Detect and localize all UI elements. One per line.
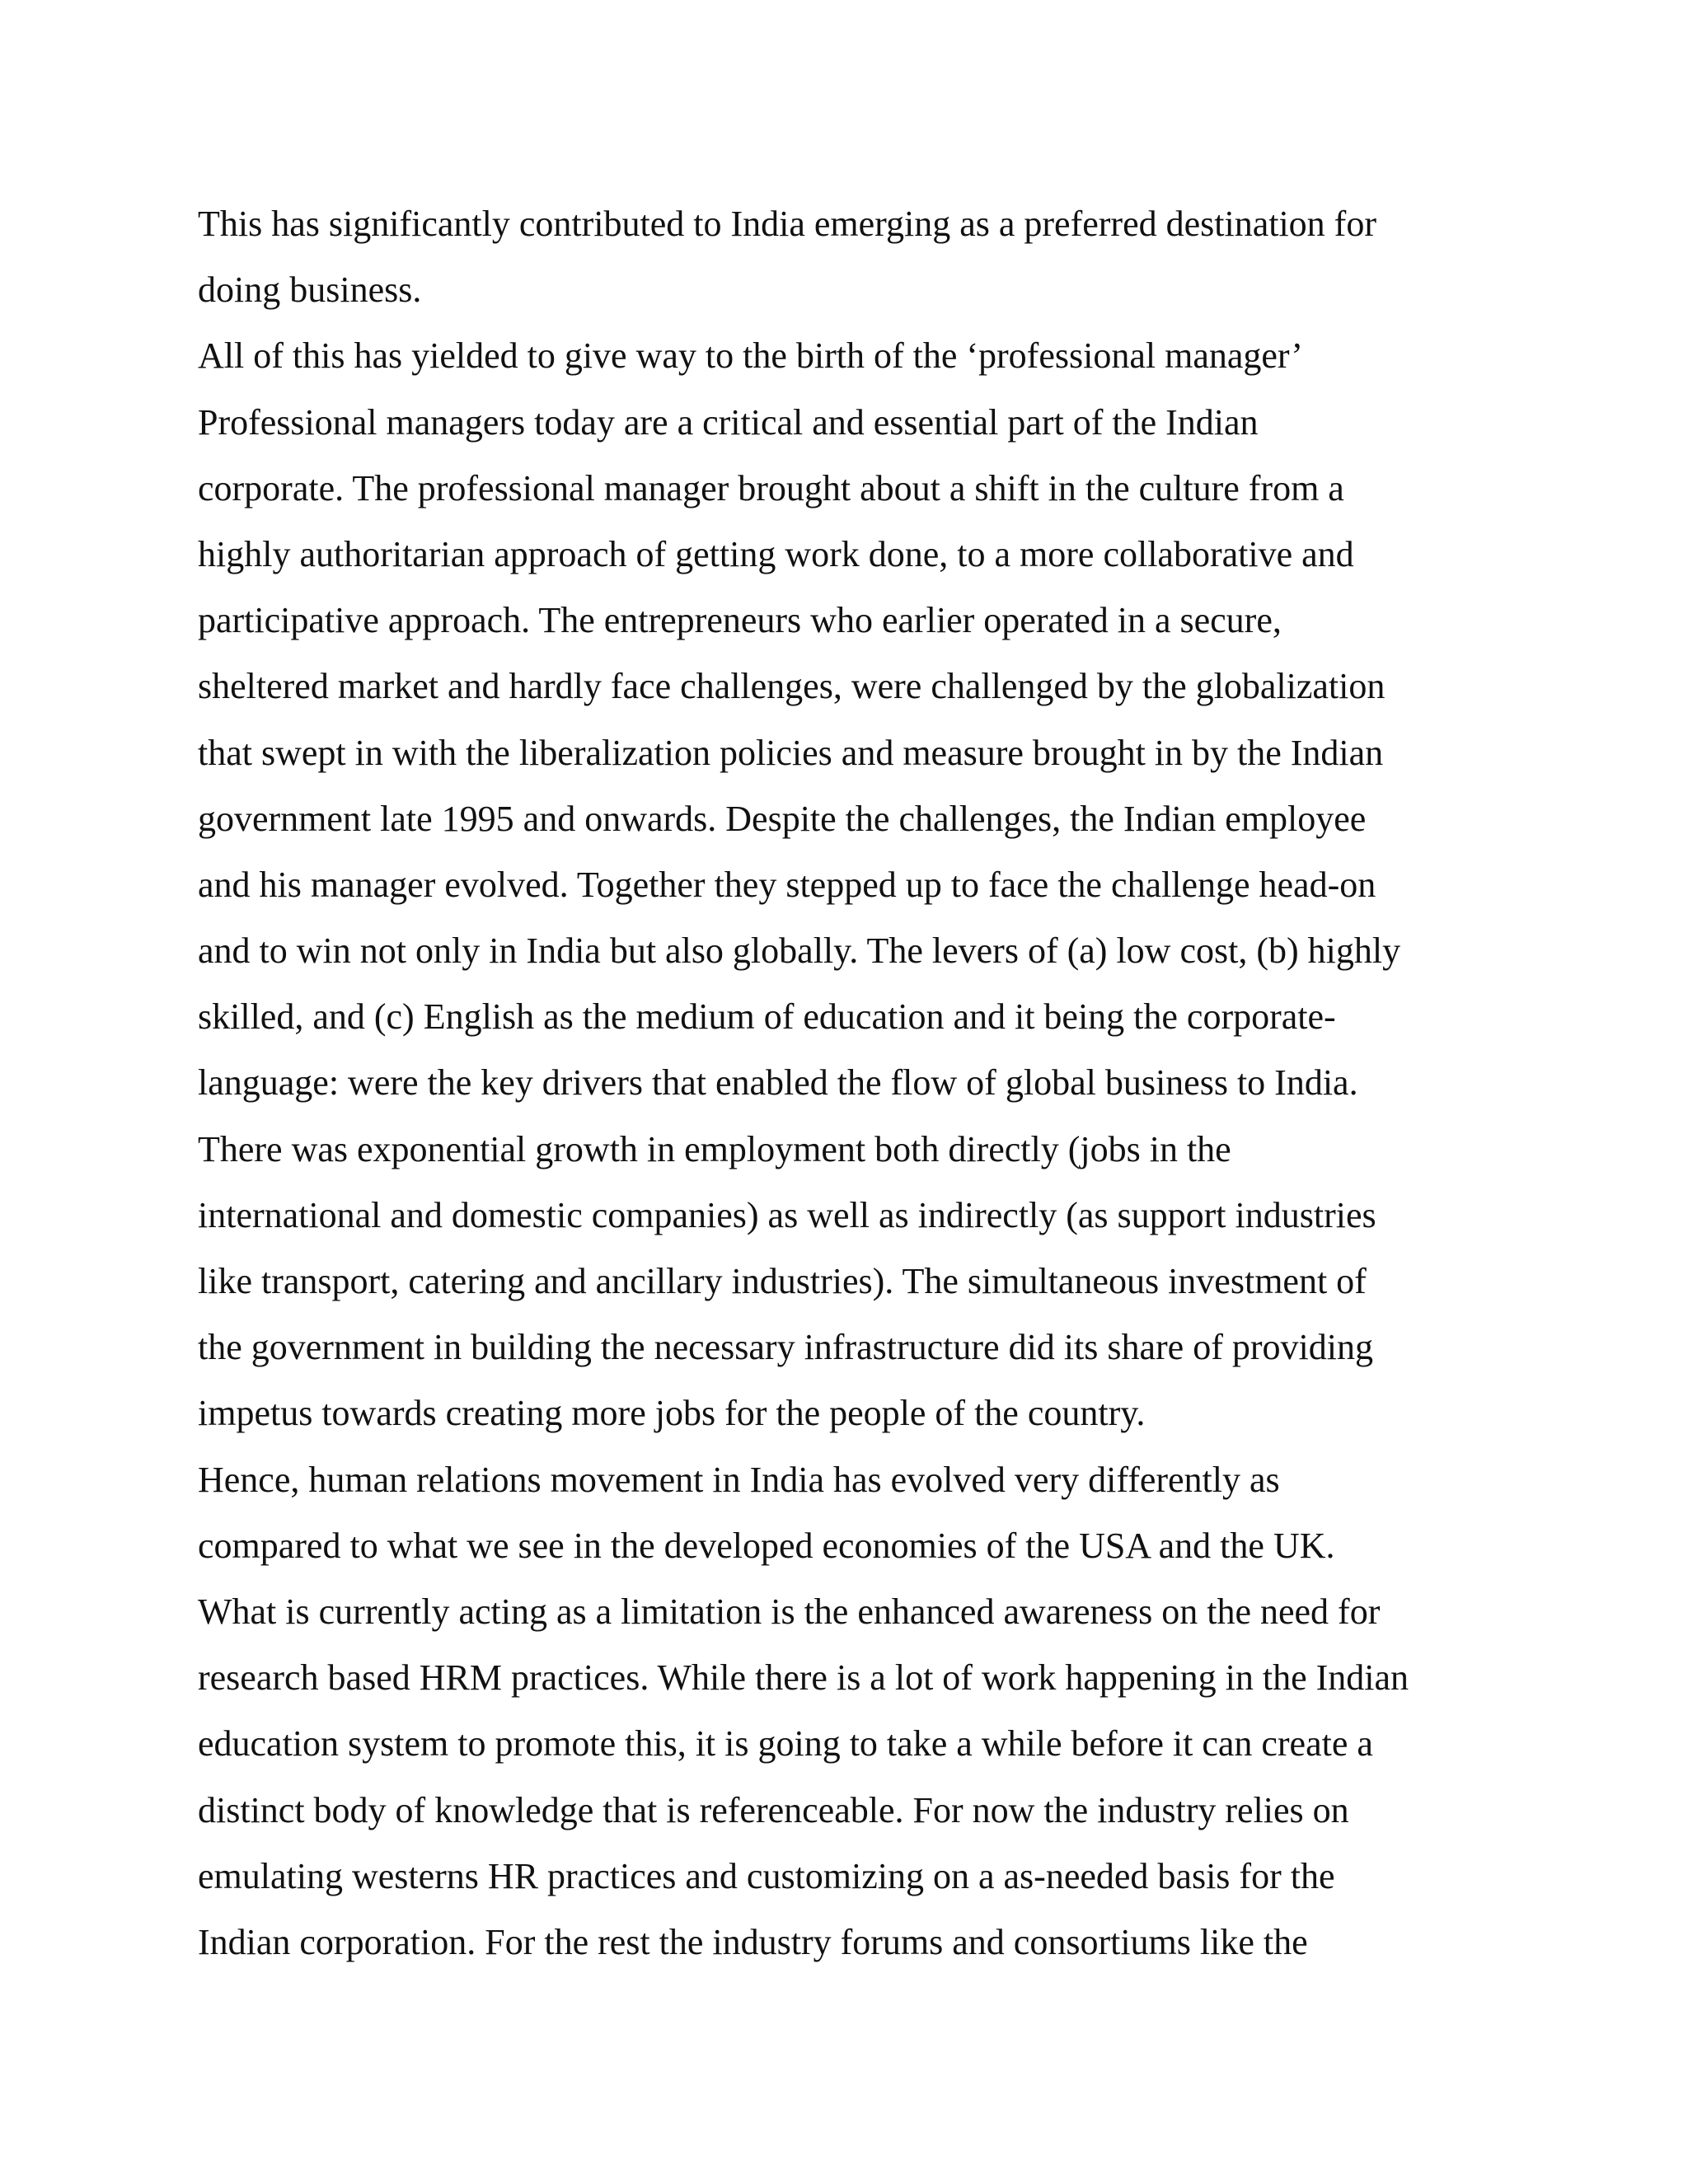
text-line: international and domestic companies) as well as indirectly (as support industries: [198, 1194, 1376, 1235]
text-line: distinct body of knowledge that is referenceable. For now the industry relies on: [198, 1789, 1349, 1830]
text-line: doing business.: [198, 269, 422, 311]
text-line: Hence, human relations movement in India has evolved very differently as: [198, 1459, 1280, 1500]
text-line: the government in building the necessary infrastructure did its share of providing: [198, 1327, 1373, 1368]
text-line: compared to what we see in the developed economies of the USA and the UK.: [198, 1525, 1335, 1566]
text-line: government late 1995 and onwards. Despite the challenges, the Indian employee: [198, 798, 1367, 839]
text-line: and his manager evolved. Together they stepped up to face the challenge head-on: [198, 864, 1376, 905]
text-line: corporate. The professional manager brought about a shift in the culture from a: [198, 467, 1344, 509]
text-line: like transport, catering and ancillary industries). The simultaneous investment of: [198, 1261, 1367, 1301]
text-line: What is currently acting as a limitation is the enhanced awareness on the need for: [198, 1591, 1381, 1632]
text-line: Indian corporation. For the rest the industry forums and consortiums like the: [198, 1921, 1308, 1962]
text-line: emulating westerns HR practices and customizing on a as-needed basis for the: [198, 1855, 1335, 1896]
body-text: [198, 191, 1550, 1975]
text-line: All of this has yielded to give way to the birth of the ‘professional manager’: [198, 335, 1303, 377]
text-line: skilled, and (c) English as the medium of education and it being the corporate-: [198, 996, 1336, 1038]
text-line: There was exponential growth in employment both directly (jobs in the: [198, 1128, 1231, 1169]
text-line: and to win not only in India but also globally. The levers of (a) low cost, (b) highly: [198, 930, 1401, 972]
text-line: research based HRM practices. While there is a lot of work happening in the Indian: [198, 1657, 1409, 1699]
text-line: education system to promote this, it is going to take a while before it can create a: [198, 1723, 1373, 1765]
text-line: Professional managers today are a critical and essential part of the Indian: [198, 401, 1259, 443]
text-line: that swept in with the liberalization policies and measure brought in by the Indian: [198, 732, 1384, 773]
text-line: participative approach. The entrepreneurs who earlier operated in a secure,: [198, 600, 1282, 641]
text-line: sheltered market and hardly face challenges, were challenged by the globalization: [198, 666, 1386, 707]
text-line: language: were the key drivers that enabled the flow of global business to India.: [198, 1062, 1358, 1104]
text-line: highly authoritarian approach of getting work done, to a more collaborative and: [198, 533, 1354, 574]
text-line: impetus towards creating more jobs for the people of the country.: [198, 1393, 1146, 1434]
text-line: This has significantly contributed to India emerging as a preferred destination for: [198, 204, 1376, 244]
